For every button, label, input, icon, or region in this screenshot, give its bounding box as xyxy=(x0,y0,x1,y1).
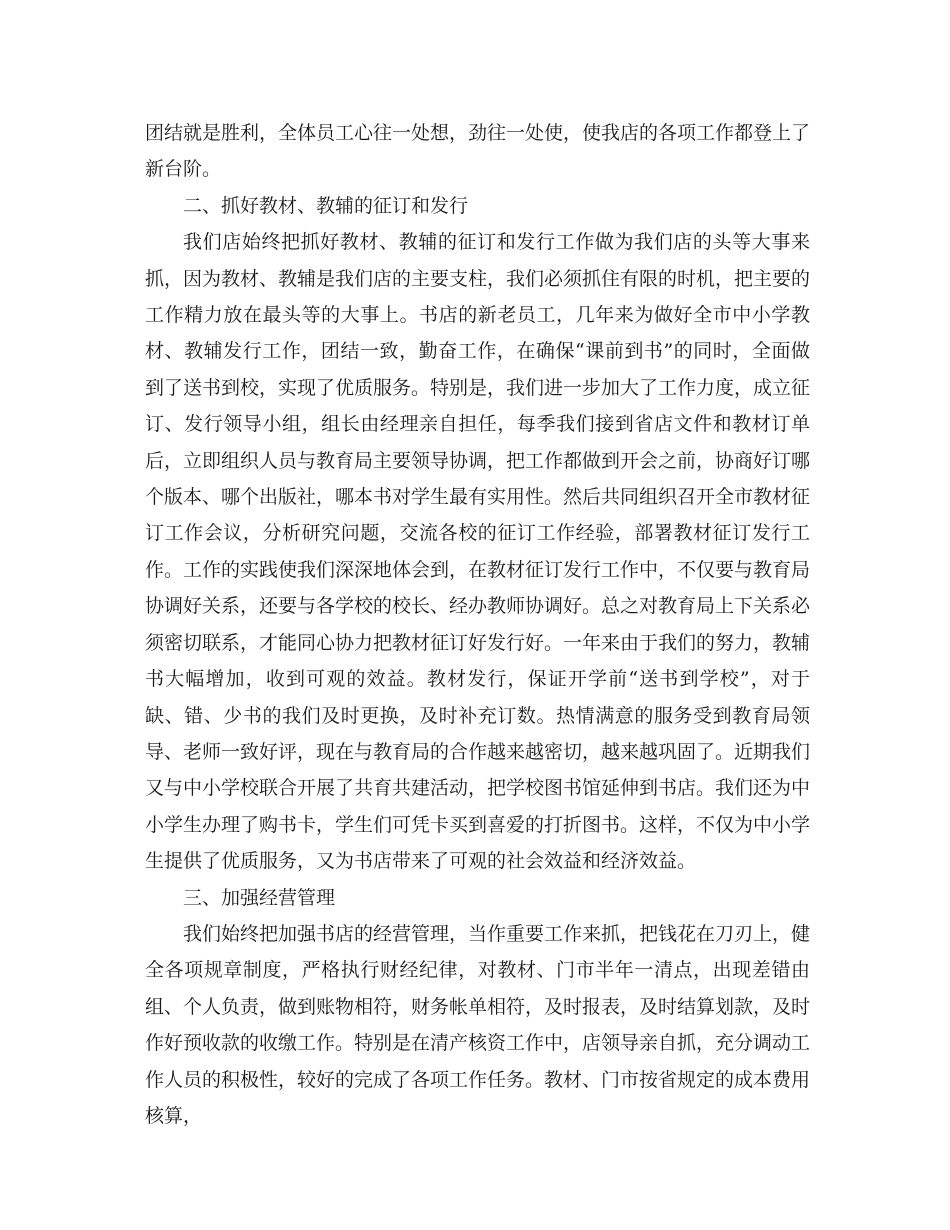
section-heading-3: 三、加强经营管理 xyxy=(183,886,336,909)
paragraph-business-management: 我们始终把加强书店的经营管理，当作重要工作来抓，把钱花在刀刃上，健全各项规章制度，严格执行财经纪律，对教材、门市半年一清点，出现差错由组、个人负责，做到账物相符，财务帐单相符，及时报表，及时结算划款，及时作好预收款的收缴工作。特别是在清产核资工作中，店领导亲自抓，充分调动工作人员的积极性，较好的完成了各项工作任务。教材、门市按省规定的成本费用核算， xyxy=(145,922,811,1127)
document-body xyxy=(145,115,810,1134)
section-heading-2: 二、抓好教材、教辅的征订和发行 xyxy=(183,194,469,217)
paragraph-continuation: 团结就是胜利，全体员工心往一处想，劲往一处使，使我店的各项工作都登上了新台阶。 xyxy=(145,122,811,181)
paragraph-textbook-distribution: 我们店始终把抓好教材、教辅的征订和发行工作做为我们店的头等大事来抓，因为教材、教辅是我们店的主要支柱，我们必须抓住有限的时机，把主要的工作精力放在最头等的大事上。书店的新老员工，几年来为做好全市中小学教材、教辅发行工作，团结一致，勤奋工作，在确保“课前到书”的同时，全面做到了送书到校，实现了优质服务。特别是，我们进一步加大了工作力度，成立征订、发行领导小组，组长由经理亲自担任，每季我们接到省店文件和教材订单后，立即组织人员与教育局主要领导协调，把工作都做到开会之前，协商好订哪个版本、哪个出版社，哪本书对学生最有实用性。然后共同组织召开全市教材征订工作会议，分析研究问题，交流各校的征订工作经验，部署教材征订发行工作。工作的实践使我们深深地体会到，在教材征订发行工作中，不仅要与教育局协调好关系，还要与各学校的校长、经办教师协调好。总之对教育局上下关系必须密切联系，才能同心协力把教材征订好发行好。一年来由于我们的努力，教辅书大幅增加，收到可观的效益。教材发行，保证开学前“送书到学校”，对于缺、错、少书的我们及时更换，及时补充订数。热情满意的服务受到教育局领导、老师一致好评，现在与教育局的合作越来越密切，越来越巩固了。近期我们又与中小学校联合开展了共育共建活动，把学校图书馆延伸到书店。我们还为中小学生办理了购书卡，学生们可凭卡买到喜爱的打折图书。这样，不仅为中小学生提供了优质服务，又为书店带来了可观的社会效益和经济效益。 xyxy=(145,231,811,873)
